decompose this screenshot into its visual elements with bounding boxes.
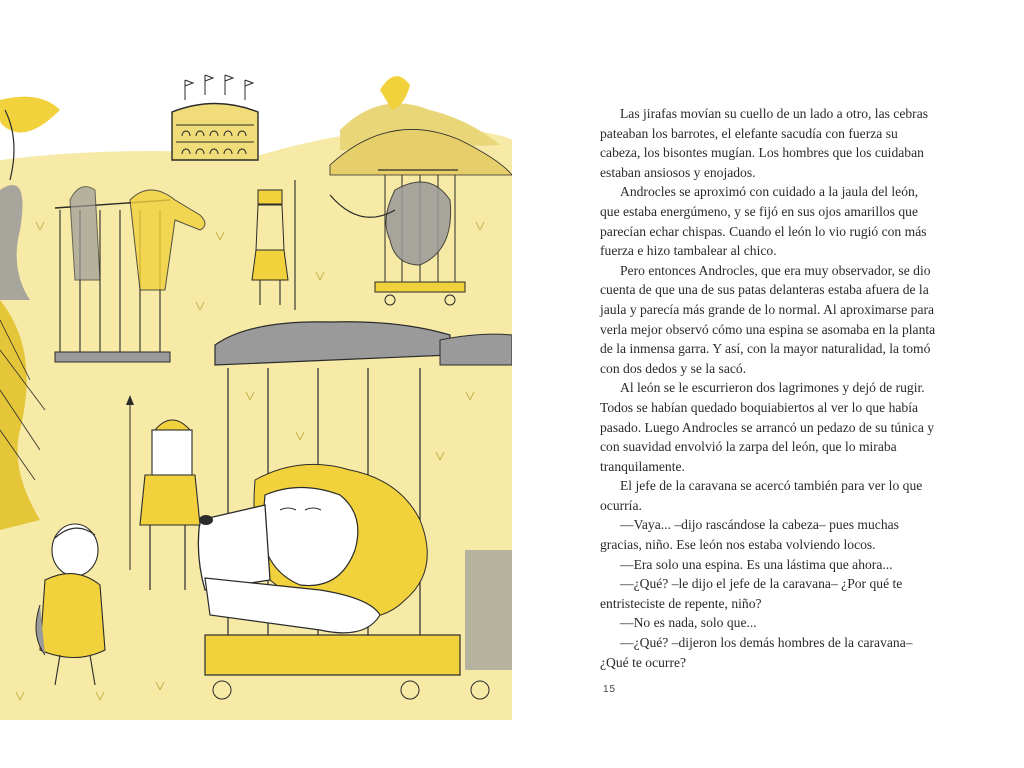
paragraph: Androcles se aproximó con cuidado a la jaula del león, que estaba energúmeno, y se fijó en sus ojos amarillos que parecían echar chispas. Cuando el león lo vio rugió con más fuerza e hizo tambalear al chico. [600,184,927,259]
page-number: 15 [603,684,617,695]
paragraph: —¿Qué? –dijeron los demás hombres de la caravana– ¿Qué te ocurre? [600,635,913,670]
paragraph: —¿Qué? –le dijo el jefe de la caravana– ¿Por qué te entristeciste de repente, niño? [600,576,903,611]
paragraph: Pero entonces Androcles, que era muy observador, se dio cuenta de que una de sus patas delanteras estaba afuera de la jaula y parecía más grande de lo normal. Al aproximarse para verla mejor observó cómo una espina se asomaba en la planta de la inmensa garra. Y así, con la mayor naturalidad, la tomó con dos dedos y se la sacó. [600,262,936,376]
story-text [600,104,940,672]
paragraph: —Era solo una espina. Es una lástima que ahora... [620,556,893,572]
illustration-svg [0,50,512,720]
illustration-lion-caravan [0,50,512,720]
paragraph: Al león se le escurrieron dos lagrimones y dejó de rugir. Todos se habían quedado boquiabiertos al ver lo que había pasado. Luego Androcles se arrancó un pedazo de su túnica y con suavidad envolvió la zarpa del león, que lo miraba tranquilamente. [600,380,935,474]
paragraph: —No es nada, solo que... [620,615,757,631]
paragraph: El jefe de la caravana se acercó también para ver lo que ocurría. [600,478,923,513]
paragraph: —Vaya... –dijo rascándose la cabeza– pues muchas gracias, niño. Ese león nos estaba volviendo locos. [600,517,899,553]
paragraph: Las jirafas movían su cuello de un lado a otro, las cebras pateaban los barrotes, el elefante sacudía con fuerza su cabeza, los bisontes mugían. Los hombres que los cuidaban estaban ansiosos y enojados. [600,106,929,180]
